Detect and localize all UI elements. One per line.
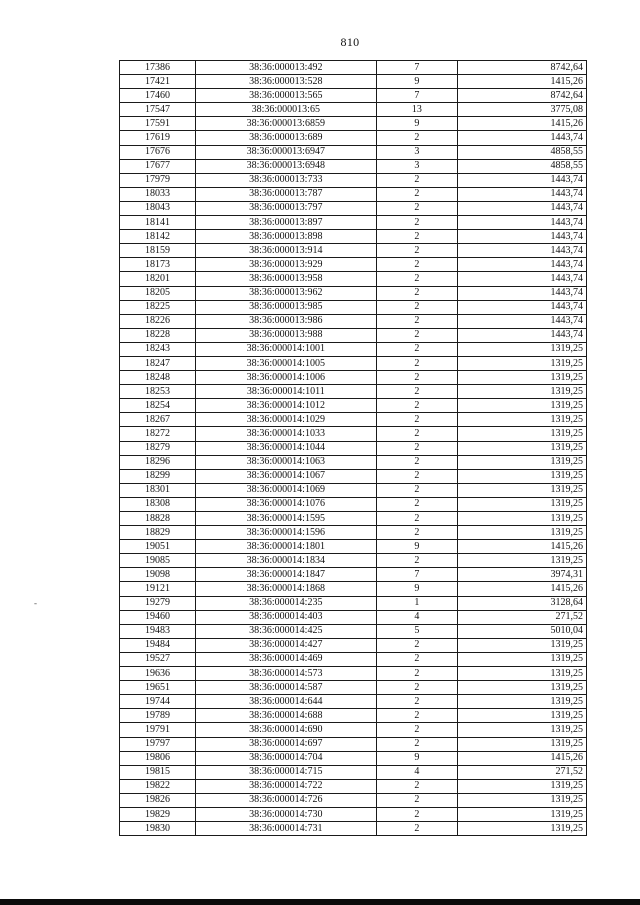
cadastral-number-cell: 38:36:000013:985 bbox=[195, 300, 376, 314]
table-row bbox=[120, 272, 587, 286]
cadastral-number-cell: 38:36:000014:1834 bbox=[195, 554, 376, 568]
table-row bbox=[120, 737, 587, 751]
table-row bbox=[120, 371, 587, 385]
count-cell: 2 bbox=[376, 497, 458, 511]
record-number-cell: 17677 bbox=[120, 159, 196, 173]
cadastral-number-cell: 38:36:000014:688 bbox=[195, 709, 376, 723]
count-cell: 2 bbox=[376, 723, 458, 737]
record-number-cell: 18159 bbox=[120, 244, 196, 258]
record-number-cell: 19791 bbox=[120, 723, 196, 737]
cadastral-number-cell: 38:36:000014:726 bbox=[195, 793, 376, 807]
cadastral-number-cell: 38:36:000014:403 bbox=[195, 610, 376, 624]
area-cell: 1319,25 bbox=[458, 356, 587, 370]
table-row bbox=[120, 441, 587, 455]
cadastral-number-cell: 38:36:000014:425 bbox=[195, 624, 376, 638]
table-row bbox=[120, 455, 587, 469]
area-cell: 1319,25 bbox=[458, 427, 587, 441]
area-cell: 1319,25 bbox=[458, 793, 587, 807]
record-number-cell: 17386 bbox=[120, 61, 196, 75]
record-number-cell: 17676 bbox=[120, 145, 196, 159]
table-row bbox=[120, 779, 587, 793]
cadastral-number-cell: 38:36:000014:1012 bbox=[195, 399, 376, 413]
area-cell: 4858,55 bbox=[458, 159, 587, 173]
count-cell: 2 bbox=[376, 695, 458, 709]
record-number-cell: 19744 bbox=[120, 695, 196, 709]
table-row bbox=[120, 427, 587, 441]
area-cell: 1319,25 bbox=[458, 441, 587, 455]
area-cell: 5010,04 bbox=[458, 624, 587, 638]
count-cell: 2 bbox=[376, 286, 458, 300]
cadastral-number-cell: 38:36:000013:929 bbox=[195, 258, 376, 272]
table-row bbox=[120, 328, 587, 342]
count-cell: 2 bbox=[376, 272, 458, 286]
count-cell: 4 bbox=[376, 765, 458, 779]
record-number-cell: 19826 bbox=[120, 793, 196, 807]
cadastral-number-cell: 38:36:000014:1067 bbox=[195, 469, 376, 483]
count-cell: 2 bbox=[376, 652, 458, 666]
cadastral-number-cell: 38:36:000013:6947 bbox=[195, 145, 376, 159]
cadastral-number-cell: 38:36:000013:565 bbox=[195, 89, 376, 103]
table-row bbox=[120, 568, 587, 582]
area-cell: 1319,25 bbox=[458, 667, 587, 681]
cadastral-number-cell: 38:36:000013:986 bbox=[195, 314, 376, 328]
record-number-cell: 19789 bbox=[120, 709, 196, 723]
count-cell: 2 bbox=[376, 413, 458, 427]
cadastral-number-cell: 38:36:000014:1596 bbox=[195, 526, 376, 540]
record-number-cell: 18201 bbox=[120, 272, 196, 286]
record-number-cell: 18279 bbox=[120, 441, 196, 455]
table-row bbox=[120, 230, 587, 244]
area-cell: 1443,74 bbox=[458, 328, 587, 342]
record-number-cell: 18267 bbox=[120, 413, 196, 427]
table-row bbox=[120, 61, 587, 75]
table-row bbox=[120, 483, 587, 497]
table-row bbox=[120, 89, 587, 103]
area-cell: 3128,64 bbox=[458, 596, 587, 610]
record-number-cell: 17460 bbox=[120, 89, 196, 103]
table-row bbox=[120, 342, 587, 356]
record-number-cell: 19098 bbox=[120, 568, 196, 582]
record-number-cell: 19527 bbox=[120, 652, 196, 666]
area-cell: 1319,25 bbox=[458, 709, 587, 723]
area-cell: 1319,25 bbox=[458, 483, 587, 497]
cadastral-number-cell: 38:36:000013:733 bbox=[195, 173, 376, 187]
table-row bbox=[120, 244, 587, 258]
cadastral-number-cell: 38:36:000013:897 bbox=[195, 216, 376, 230]
count-cell: 2 bbox=[376, 131, 458, 145]
record-number-cell: 19830 bbox=[120, 822, 196, 836]
registry-table-body bbox=[120, 61, 587, 836]
count-cell: 2 bbox=[376, 779, 458, 793]
cadastral-number-cell: 38:36:000014:697 bbox=[195, 737, 376, 751]
count-cell: 2 bbox=[376, 512, 458, 526]
cadastral-number-cell: 38:36:000014:587 bbox=[195, 681, 376, 695]
area-cell: 1319,25 bbox=[458, 497, 587, 511]
area-cell: 271,52 bbox=[458, 765, 587, 779]
cadastral-number-cell: 38:36:000014:730 bbox=[195, 807, 376, 821]
table-row bbox=[120, 681, 587, 695]
record-number-cell: 18142 bbox=[120, 230, 196, 244]
record-number-cell: 18205 bbox=[120, 286, 196, 300]
record-number-cell: 18226 bbox=[120, 314, 196, 328]
cadastral-number-cell: 38:36:000014:573 bbox=[195, 667, 376, 681]
count-cell: 9 bbox=[376, 751, 458, 765]
table-row bbox=[120, 526, 587, 540]
count-cell: 2 bbox=[376, 201, 458, 215]
count-cell: 2 bbox=[376, 216, 458, 230]
table-row bbox=[120, 667, 587, 681]
record-number-cell: 18033 bbox=[120, 187, 196, 201]
cadastral-number-cell: 38:36:000014:731 bbox=[195, 822, 376, 836]
count-cell: 2 bbox=[376, 793, 458, 807]
cadastral-number-cell: 38:36:000014:1005 bbox=[195, 356, 376, 370]
cadastral-number-cell: 38:36:000014:1029 bbox=[195, 413, 376, 427]
record-number-cell: 19797 bbox=[120, 737, 196, 751]
count-cell: 2 bbox=[376, 807, 458, 821]
table-row bbox=[120, 751, 587, 765]
record-number-cell: 18228 bbox=[120, 328, 196, 342]
record-number-cell: 17421 bbox=[120, 75, 196, 89]
table-row bbox=[120, 512, 587, 526]
record-number-cell: 19279 bbox=[120, 596, 196, 610]
area-cell: 1319,25 bbox=[458, 399, 587, 413]
area-cell: 1443,74 bbox=[458, 258, 587, 272]
registry-table bbox=[119, 60, 587, 836]
count-cell: 2 bbox=[376, 737, 458, 751]
count-cell: 2 bbox=[376, 230, 458, 244]
table-row bbox=[120, 709, 587, 723]
area-cell: 1319,25 bbox=[458, 526, 587, 540]
table-row bbox=[120, 765, 587, 779]
area-cell: 8742,64 bbox=[458, 61, 587, 75]
cadastral-number-cell: 38:36:000014:1001 bbox=[195, 342, 376, 356]
record-number-cell: 18247 bbox=[120, 356, 196, 370]
count-cell: 2 bbox=[376, 399, 458, 413]
cadastral-number-cell: 38:36:000014:1595 bbox=[195, 512, 376, 526]
table-row bbox=[120, 356, 587, 370]
table-row bbox=[120, 695, 587, 709]
cadastral-number-cell: 38:36:000013:492 bbox=[195, 61, 376, 75]
count-cell: 4 bbox=[376, 610, 458, 624]
record-number-cell: 17547 bbox=[120, 103, 196, 117]
cadastral-number-cell: 38:36:000013:962 bbox=[195, 286, 376, 300]
count-cell: 9 bbox=[376, 582, 458, 596]
count-cell: 2 bbox=[376, 356, 458, 370]
cadastral-number-cell: 38:36:000014:1076 bbox=[195, 497, 376, 511]
cadastral-number-cell: 38:36:000013:958 bbox=[195, 272, 376, 286]
count-cell: 2 bbox=[376, 455, 458, 469]
count-cell: 5 bbox=[376, 624, 458, 638]
count-cell: 9 bbox=[376, 75, 458, 89]
cadastral-number-cell: 38:36:000014:722 bbox=[195, 779, 376, 793]
count-cell: 2 bbox=[376, 526, 458, 540]
record-number-cell: 18043 bbox=[120, 201, 196, 215]
table-row bbox=[120, 624, 587, 638]
table-row bbox=[120, 540, 587, 554]
table-row bbox=[120, 596, 587, 610]
table-row bbox=[120, 131, 587, 145]
cadastral-number-cell: 38:36:000013:898 bbox=[195, 230, 376, 244]
count-cell: 2 bbox=[376, 681, 458, 695]
area-cell: 8742,64 bbox=[458, 89, 587, 103]
area-cell: 1319,25 bbox=[458, 737, 587, 751]
record-number-cell: 19121 bbox=[120, 582, 196, 596]
record-number-cell: 18828 bbox=[120, 512, 196, 526]
area-cell: 1319,25 bbox=[458, 342, 587, 356]
record-number-cell: 19460 bbox=[120, 610, 196, 624]
record-number-cell: 18141 bbox=[120, 216, 196, 230]
count-cell: 2 bbox=[376, 385, 458, 399]
area-cell: 1443,74 bbox=[458, 173, 587, 187]
record-number-cell: 19651 bbox=[120, 681, 196, 695]
table-row bbox=[120, 822, 587, 836]
record-number-cell: 19483 bbox=[120, 624, 196, 638]
record-number-cell: 19484 bbox=[120, 638, 196, 652]
scan-mark: - bbox=[34, 598, 37, 608]
table-row bbox=[120, 807, 587, 821]
cadastral-number-cell: 38:36:000014:715 bbox=[195, 765, 376, 779]
count-cell: 13 bbox=[376, 103, 458, 117]
record-number-cell: 18272 bbox=[120, 427, 196, 441]
record-number-cell: 18253 bbox=[120, 385, 196, 399]
area-cell: 1319,25 bbox=[458, 723, 587, 737]
cadastral-number-cell: 38:36:000014:1801 bbox=[195, 540, 376, 554]
table-row bbox=[120, 258, 587, 272]
record-number-cell: 18308 bbox=[120, 497, 196, 511]
area-cell: 1415,26 bbox=[458, 540, 587, 554]
count-cell: 7 bbox=[376, 568, 458, 582]
table-row bbox=[120, 652, 587, 666]
record-number-cell: 18248 bbox=[120, 371, 196, 385]
area-cell: 1443,74 bbox=[458, 272, 587, 286]
area-cell: 1443,74 bbox=[458, 286, 587, 300]
scan-bottom-edge bbox=[0, 899, 640, 905]
count-cell: 2 bbox=[376, 328, 458, 342]
area-cell: 4858,55 bbox=[458, 145, 587, 159]
cadastral-number-cell: 38:36:000014:704 bbox=[195, 751, 376, 765]
record-number-cell: 19085 bbox=[120, 554, 196, 568]
record-number-cell: 18299 bbox=[120, 469, 196, 483]
cadastral-number-cell: 38:36:000013:914 bbox=[195, 244, 376, 258]
area-cell: 271,52 bbox=[458, 610, 587, 624]
area-cell: 1443,74 bbox=[458, 216, 587, 230]
area-cell: 1415,26 bbox=[458, 117, 587, 131]
count-cell: 2 bbox=[376, 638, 458, 652]
count-cell: 2 bbox=[376, 554, 458, 568]
count-cell: 2 bbox=[376, 822, 458, 836]
area-cell: 1319,25 bbox=[458, 779, 587, 793]
table-row bbox=[120, 385, 587, 399]
table-row bbox=[120, 145, 587, 159]
cadastral-number-cell: 38:36:000014:1063 bbox=[195, 455, 376, 469]
count-cell: 2 bbox=[376, 709, 458, 723]
table-row bbox=[120, 610, 587, 624]
cadastral-number-cell: 38:36:000014:1044 bbox=[195, 441, 376, 455]
cadastral-number-cell: 38:36:000013:6859 bbox=[195, 117, 376, 131]
area-cell: 1319,25 bbox=[458, 822, 587, 836]
area-cell: 1443,74 bbox=[458, 201, 587, 215]
table-row bbox=[120, 314, 587, 328]
record-number-cell: 19829 bbox=[120, 807, 196, 821]
cadastral-number-cell: 38:36:000014:1069 bbox=[195, 483, 376, 497]
cadastral-number-cell: 38:36:000014:235 bbox=[195, 596, 376, 610]
area-cell: 1443,74 bbox=[458, 300, 587, 314]
table-row bbox=[120, 399, 587, 413]
cadastral-number-cell: 38:36:000013:65 bbox=[195, 103, 376, 117]
count-cell: 3 bbox=[376, 159, 458, 173]
table-row bbox=[120, 469, 587, 483]
table-row bbox=[120, 117, 587, 131]
record-number-cell: 19806 bbox=[120, 751, 196, 765]
area-cell: 1443,74 bbox=[458, 244, 587, 258]
record-number-cell: 18243 bbox=[120, 342, 196, 356]
count-cell: 2 bbox=[376, 187, 458, 201]
area-cell: 1415,26 bbox=[458, 582, 587, 596]
area-cell: 1319,25 bbox=[458, 638, 587, 652]
cadastral-number-cell: 38:36:000014:1006 bbox=[195, 371, 376, 385]
area-cell: 1319,25 bbox=[458, 512, 587, 526]
record-number-cell: 18173 bbox=[120, 258, 196, 272]
area-cell: 3775,08 bbox=[458, 103, 587, 117]
count-cell: 2 bbox=[376, 300, 458, 314]
record-number-cell: 19815 bbox=[120, 765, 196, 779]
table-row bbox=[120, 300, 587, 314]
table-row bbox=[120, 793, 587, 807]
area-cell: 1319,25 bbox=[458, 652, 587, 666]
table-row bbox=[120, 723, 587, 737]
count-cell: 2 bbox=[376, 173, 458, 187]
area-cell: 1319,25 bbox=[458, 385, 587, 399]
cadastral-number-cell: 38:36:000014:1033 bbox=[195, 427, 376, 441]
cadastral-number-cell: 38:36:000013:787 bbox=[195, 187, 376, 201]
count-cell: 1 bbox=[376, 596, 458, 610]
area-cell: 1319,25 bbox=[458, 554, 587, 568]
area-cell: 1443,74 bbox=[458, 131, 587, 145]
count-cell: 2 bbox=[376, 667, 458, 681]
record-number-cell: 19636 bbox=[120, 667, 196, 681]
record-number-cell: 17979 bbox=[120, 173, 196, 187]
page-number: 810 bbox=[340, 35, 360, 49]
table-row bbox=[120, 75, 587, 89]
count-cell: 7 bbox=[376, 61, 458, 75]
cadastral-number-cell: 38:36:000013:6948 bbox=[195, 159, 376, 173]
table-row bbox=[120, 413, 587, 427]
area-cell: 1319,25 bbox=[458, 371, 587, 385]
cadastral-number-cell: 38:36:000014:427 bbox=[195, 638, 376, 652]
record-number-cell: 19051 bbox=[120, 540, 196, 554]
cadastral-number-cell: 38:36:000013:988 bbox=[195, 328, 376, 342]
count-cell: 2 bbox=[376, 244, 458, 258]
area-cell: 1319,25 bbox=[458, 469, 587, 483]
count-cell: 9 bbox=[376, 540, 458, 554]
area-cell: 1319,25 bbox=[458, 695, 587, 709]
table-row bbox=[120, 173, 587, 187]
count-cell: 2 bbox=[376, 314, 458, 328]
table-row bbox=[120, 103, 587, 117]
cadastral-number-cell: 38:36:000014:1847 bbox=[195, 568, 376, 582]
area-cell: 3974,31 bbox=[458, 568, 587, 582]
cadastral-number-cell: 38:36:000013:797 bbox=[195, 201, 376, 215]
cadastral-number-cell: 38:36:000014:690 bbox=[195, 723, 376, 737]
count-cell: 9 bbox=[376, 117, 458, 131]
cadastral-number-cell: 38:36:000013:528 bbox=[195, 75, 376, 89]
record-number-cell: 18301 bbox=[120, 483, 196, 497]
count-cell: 2 bbox=[376, 427, 458, 441]
cadastral-number-cell: 38:36:000014:469 bbox=[195, 652, 376, 666]
count-cell: 2 bbox=[376, 483, 458, 497]
cadastral-number-cell: 38:36:000014:1011 bbox=[195, 385, 376, 399]
area-cell: 1443,74 bbox=[458, 230, 587, 244]
area-cell: 1319,25 bbox=[458, 455, 587, 469]
table-row bbox=[120, 187, 587, 201]
area-cell: 1443,74 bbox=[458, 187, 587, 201]
area-cell: 1319,25 bbox=[458, 681, 587, 695]
count-cell: 3 bbox=[376, 145, 458, 159]
count-cell: 2 bbox=[376, 469, 458, 483]
cadastral-number-cell: 38:36:000014:644 bbox=[195, 695, 376, 709]
table-row bbox=[120, 159, 587, 173]
cadastral-number-cell: 38:36:000014:1868 bbox=[195, 582, 376, 596]
area-cell: 1319,25 bbox=[458, 807, 587, 821]
count-cell: 2 bbox=[376, 371, 458, 385]
record-number-cell: 19822 bbox=[120, 779, 196, 793]
table-row bbox=[120, 638, 587, 652]
area-cell: 1319,25 bbox=[458, 413, 587, 427]
table-row bbox=[120, 201, 587, 215]
table-row bbox=[120, 554, 587, 568]
record-number-cell: 18829 bbox=[120, 526, 196, 540]
record-number-cell: 17619 bbox=[120, 131, 196, 145]
count-cell: 2 bbox=[376, 258, 458, 272]
record-number-cell: 17591 bbox=[120, 117, 196, 131]
cadastral-number-cell: 38:36:000013:689 bbox=[195, 131, 376, 145]
table-row bbox=[120, 216, 587, 230]
record-number-cell: 18254 bbox=[120, 399, 196, 413]
record-number-cell: 18225 bbox=[120, 300, 196, 314]
count-cell: 2 bbox=[376, 441, 458, 455]
count-cell: 7 bbox=[376, 89, 458, 103]
area-cell: 1415,26 bbox=[458, 751, 587, 765]
count-cell: 2 bbox=[376, 342, 458, 356]
record-number-cell: 18296 bbox=[120, 455, 196, 469]
table-row bbox=[120, 497, 587, 511]
area-cell: 1415,26 bbox=[458, 75, 587, 89]
area-cell: 1443,74 bbox=[458, 314, 587, 328]
table-row bbox=[120, 582, 587, 596]
table-row bbox=[120, 286, 587, 300]
